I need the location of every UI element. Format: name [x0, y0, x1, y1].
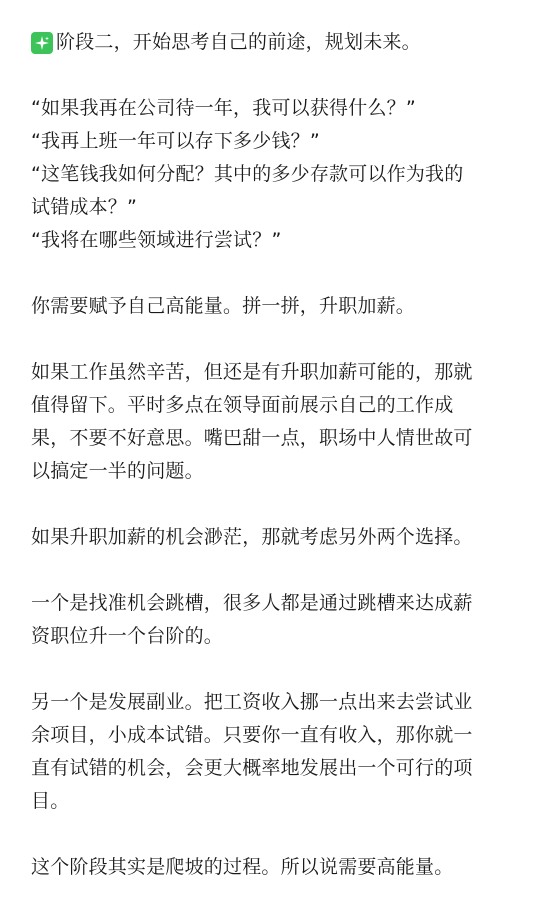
paragraph-line: 资职位升一个台阶的。: [31, 625, 224, 647]
paragraph: [31, 851, 510, 884]
paragraph-line: 另一个是发展副业。把工资收入挪一点出来去尝试业: [31, 691, 473, 713]
paragraph-line: 如果工作虽然辛苦，但还是有升职加薪可能的，那就: [31, 361, 473, 383]
paragraph-line: 目。: [31, 790, 70, 812]
paragraph: [31, 587, 510, 653]
paragraph-gap: [31, 257, 510, 290]
stage-heading-text: 阶段二，开始思考自己的前途，规划未来。: [56, 31, 421, 53]
paragraph-line: 如果升职加薪的机会渺茫，那就考虑另外两个选择。: [31, 526, 473, 548]
paragraph-line: 以搞定一半的问题。: [31, 460, 204, 482]
paragraph-gap: [31, 818, 510, 851]
paragraph-line: 值得留下。平时多点在领导面前展示自己的工作成: [31, 394, 454, 416]
paragraph: [31, 356, 510, 488]
paragraph-line: 余项目，小成本试错。只要你一直有收入，那你就一: [31, 724, 473, 746]
paragraph-line: 你需要赋予自己高能量。拼一拼，升职加薪。: [31, 295, 416, 317]
paragraph: [31, 686, 510, 818]
question-line: “这笔钱我如何分配？其中的多少存款可以作为我的: [31, 163, 464, 185]
question-line: “我将在哪些领域进行尝试？”: [31, 229, 282, 251]
question-line: “如果我再在公司待一年，我可以获得什么？”: [31, 97, 416, 119]
paragraph-gap: [31, 653, 510, 686]
paragraph-line: 一个是找准机会跳槽，很多人都是通过跳槽来达成薪: [31, 592, 473, 614]
paragraph-line: 直有试错的机会，会更大概率地发展出一个可行的项: [31, 757, 473, 779]
paragraph: [31, 521, 510, 554]
question-line: 试错成本？”: [31, 196, 138, 218]
paragraph-line: 这个阶段其实是爬坡的过程。所以说需要高能量。: [31, 856, 454, 878]
question-list: [31, 92, 510, 257]
stage-heading: [31, 26, 510, 59]
paragraph-gap: [31, 323, 510, 356]
paragraph-line: 果，不要不好意思。嘴巴甜一点，职场中人情世故可: [31, 427, 473, 449]
paragraph-gap: [31, 59, 510, 92]
paragraph-gap: [31, 554, 510, 587]
paragraph: [31, 290, 510, 323]
question-line: “我再上班一年可以存下多少钱？”: [31, 130, 320, 152]
sparkles-icon: [31, 32, 53, 54]
paragraph-gap: [31, 488, 510, 521]
